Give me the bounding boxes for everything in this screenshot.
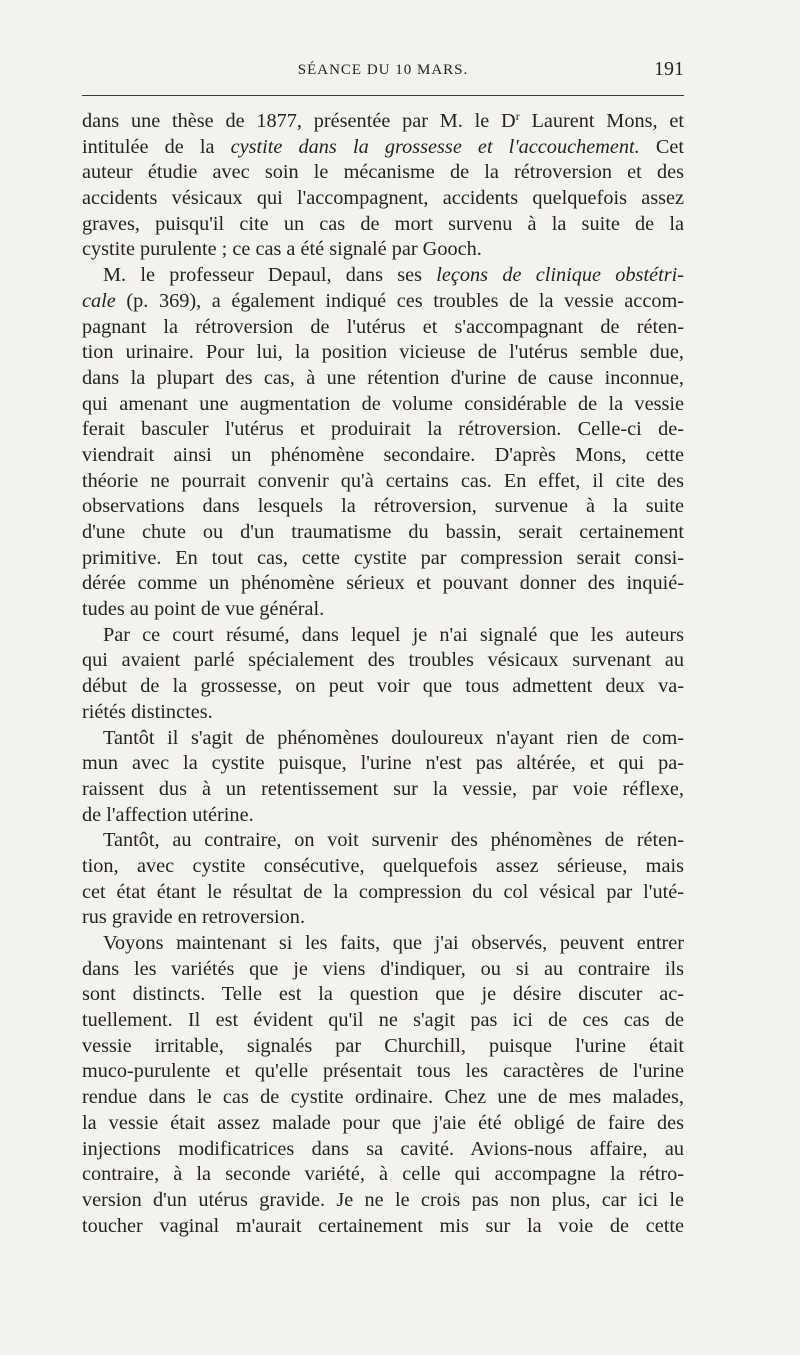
text-line: qui avaient parlé spécialement des troubles vésicaux survenant au (82, 649, 684, 672)
text-line: toucher vaginal m'aurait certainement mis sur la voie de cette (82, 1214, 684, 1237)
italic-title: leçons de clinique obstétri- (436, 264, 684, 287)
text-line: muco-purulente et qu'elle présentait tous les caractères de l'urine (82, 1060, 684, 1083)
running-head (82, 58, 684, 88)
text-line: Tantôt il s'agit de phénomènes douloureux n'ayant rien de com- (103, 726, 684, 749)
text-line: début de la grossesse, on peut voir que tous admettent deux va- (82, 675, 684, 698)
text-line: cystite purulente ; ce cas a été signalé par Gooch. (82, 238, 482, 261)
paragraph (82, 263, 684, 623)
running-title: SÉANCE DU 10 MARS. (297, 62, 469, 78)
text-line: observations dans lesquels la rétroversion, survenue à la suite (82, 495, 684, 518)
text-line: viendrait ainsi un phénomène secondaire. D'après Mons, cette (82, 443, 684, 466)
text-line: rus gravide en retroversion. (82, 906, 306, 929)
text-line: dans la plupart des cas, à une rétention d'urine de cause inconnue, (82, 366, 684, 389)
text-line: d'une chute ou d'un traumatisme du bassin, serait certainement (82, 521, 684, 543)
page-number: 191 (654, 58, 684, 80)
text-line: accidents vésicaux qui l'accompagnent, accidents quelquefois assez (82, 187, 684, 210)
text-line: vessie irritable, signalés par Churchill, puisque l'urine était (82, 1034, 684, 1057)
italic-title: cale (82, 289, 116, 312)
text-line: version d'un utérus gravide. Je ne le crois pas non plus, car ici le (82, 1188, 684, 1211)
text-line: rendue dans le cas de cystite ordinaire. Chez une de mes malades, (82, 1086, 684, 1109)
text-line: Par ce court résumé, dans lequel je n'ai signalé que les auteurs (103, 623, 684, 646)
paragraph (82, 623, 684, 726)
text-line: tion, avec cystite consécutive, quelquefois assez sérieuse, mais (82, 854, 684, 877)
text-line: auteur étudie avec soin le mécanisme de la rétroversion et des (82, 161, 684, 184)
text-line: de l'affection utérine. (82, 803, 254, 826)
text-line: mun avec la cystite puisque, l'urine n'est pas altérée, et qui pa- (82, 752, 684, 775)
text-line: tion urinaire. Pour lui, la position vicieuse de l'utérus semble due, (82, 341, 684, 364)
text-line: tudes au point de vue général. (82, 598, 325, 621)
text-line: Tantôt, au contraire, on voit survenir des phénomènes de réten- (103, 829, 684, 852)
text-line: M. le professeur Depaul, dans ses leçons de clinique obstétri- (103, 264, 684, 287)
text-line: la vessie était assez malade pour que j'aie été obligé de faire des (82, 1111, 684, 1134)
paragraph (82, 828, 684, 931)
paragraph (82, 109, 684, 263)
text-line: sont distincts. Telle est la question que je désire discuter ac- (82, 983, 684, 1006)
body-text (82, 109, 684, 1239)
text-line: dans une thèse de 1877, présentée par M. le $D^r$ Laurent Mons, et (82, 109, 684, 132)
text-line: dans les variétés que je viens d'indiquer, ou si au contraire ils (82, 957, 684, 980)
text-line: tuellement. Il est évident qu'il ne s'agit pas ici de ces cas de (82, 1009, 684, 1032)
text-line: primitive. En tout cas, cette cystite par compression serait consi- (82, 546, 684, 569)
text-line: qui amenant une augmentation de volume considérable de la vessie (82, 392, 684, 415)
text-line: raissent dus à un retentissement sur la vessie, par voie réflexe, (82, 777, 684, 800)
text-line: cale (p. 369), a également indiqué ces troubles de la vessie accom- (82, 289, 684, 312)
text-line: pagnant la rétroversion de l'utérus et s'accompagnant de réten- (82, 315, 684, 338)
text-line: injections modificatrices dans sa cavité. Avions-nous affaire, au (82, 1137, 684, 1160)
text-line: intitulée de la cystite dans la grossesse et l'accouchement. Cet (82, 135, 685, 158)
text-line: cet état étant le résultat de la compression du col vésical par l'uté- (82, 880, 684, 903)
text-line: dérée comme un phénomène sérieux et pouvant donner des inquié- (82, 572, 684, 595)
header-rule (82, 95, 684, 96)
paragraph (82, 726, 684, 829)
italic-title: cystite dans la grossesse et l'accouchement. (230, 135, 640, 158)
text-line: graves, puisqu'il cite un cas de mort survenu à la suite de la (82, 212, 684, 235)
text-line: contraire, à la seconde variété, à celle qui accompagne la rétro- (82, 1163, 684, 1186)
text-line: Voyons maintenant si les faits, que j'ai observés, peuvent entrer (103, 932, 684, 954)
superscript: r (515, 109, 520, 123)
text-line: ferait basculer l'utérus et produirait la rétroversion. Celle-ci de- (82, 418, 684, 441)
paragraph (82, 931, 684, 1239)
text-line: théorie ne pourrait convenir qu'à certains cas. En effet, il cite des (82, 469, 684, 492)
text-line: riétés distinctes. (82, 700, 213, 723)
